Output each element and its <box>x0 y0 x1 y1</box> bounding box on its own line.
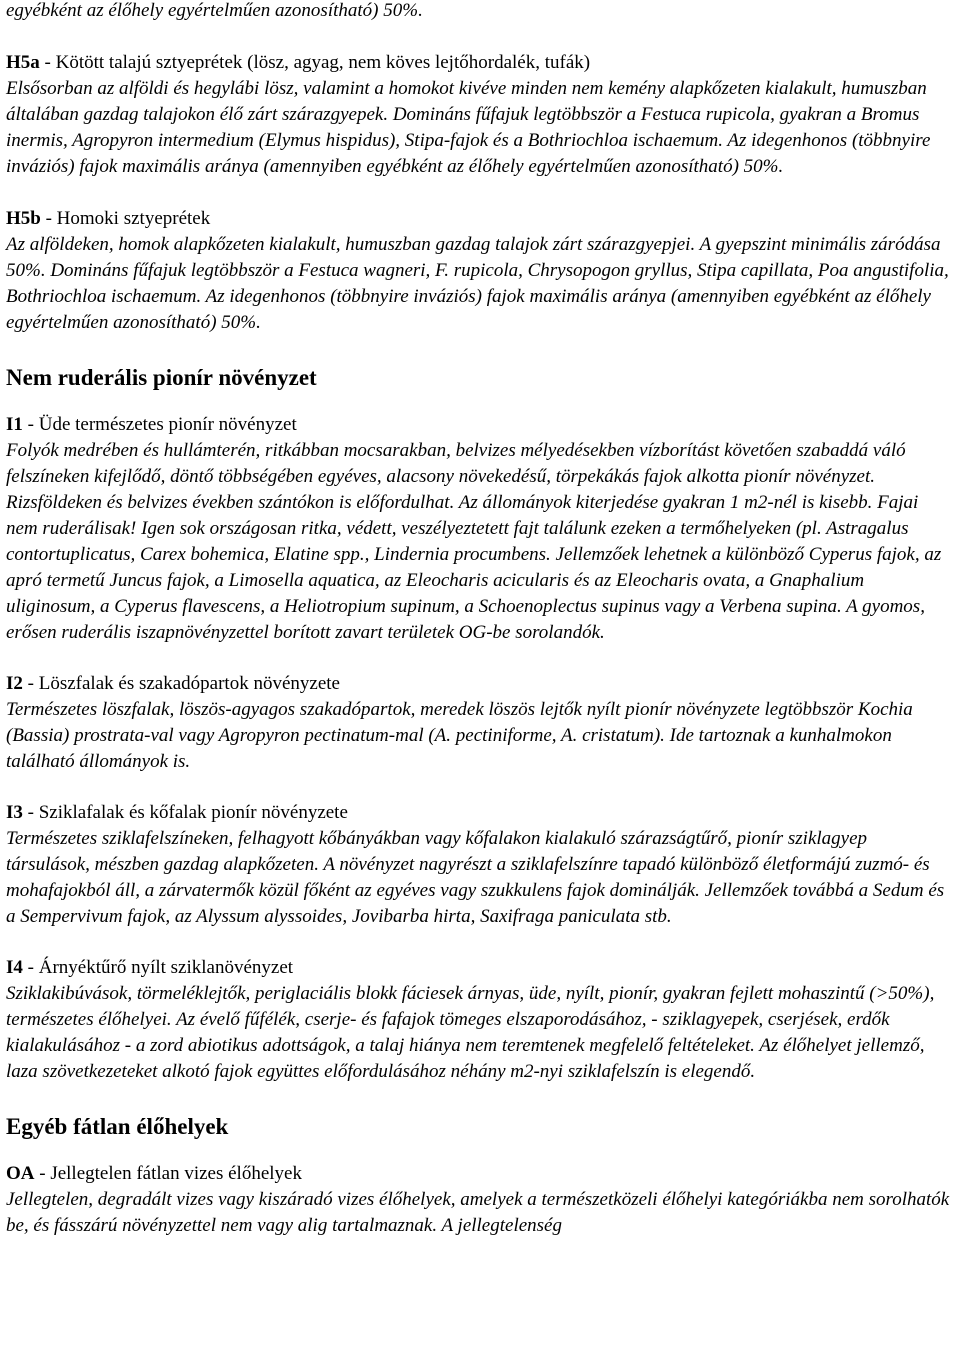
entry-title <box>6 955 954 981</box>
entry-code: H5a <box>6 52 40 73</box>
entry-body: Az alföldeken, homok alapkőzeten kialakult, humuszban gazdag talajok zárt szárazgyepjei. A gyepszint minimális záródása 50%. Domináns fűfajuk legtöbbször a Festuca wagneri, F. rupicola, Chrysopogon gryllus, Stipa capillata, Poa angustifolia, Bothriochloa ischaemum. Az idegenhonos (többnyire inváziós) fajok maximális aránya (amennyiben egyébként az élőhely egyértelműen azonosítható) 50%. <box>6 234 949 333</box>
entry-i3 <box>6 800 954 930</box>
entry-title-text: - Löszfalak és szakadópartok növényzete <box>22 673 340 694</box>
entry-h5a <box>6 50 954 180</box>
section-heading: Egyéb fátlan élőhelyek <box>6 1114 229 1139</box>
entry-i1 <box>6 412 954 646</box>
entry-title <box>6 412 954 438</box>
entry-title <box>6 1161 954 1187</box>
paragraph-tail: egyébként az élőhely egyértelműen azonosítható) 50%. <box>6 0 423 21</box>
entry-title-text: - Homoki sztyeprétek <box>40 208 211 229</box>
entry-title <box>6 800 954 826</box>
entry-title <box>6 206 954 232</box>
entry-code: OA <box>6 1163 35 1184</box>
entry-i4 <box>6 955 954 1085</box>
entry-title-text: - Jellegtelen fátlan vizes élőhelyek <box>34 1163 302 1184</box>
entry-body: Elsősorban az alföldi és hegylábi lösz, valamint a homokot kivéve minden nem kemény alapkőzeten kialakult, humuszban általában gazdag talajokon élő zárt szárazgyepek. Domináns fűfajuk legtöbbször a Festuca rupicola, gyakran a Bromus inermis, Agropyron intermedium (Elymus hispidus), Stipa-fajok és a Bothriochloa ischaemum. Az idegenhonos (többnyire inváziós) fajok maximális aránya (amennyiben egyébként az élőhely egyértelműen azonosítható) 50%. <box>6 78 931 177</box>
entry-code: I1 <box>6 414 23 435</box>
entry-i2 <box>6 671 954 775</box>
entry-code: I2 <box>6 673 23 694</box>
entry-title-text: - Árnyéktűrő nyílt sziklanövényzet <box>22 957 294 978</box>
entry-title-text: - Sziklafalak és kőfalak pionír növényzete <box>22 802 348 823</box>
entry-title <box>6 671 954 697</box>
entry-title-text: - Kötött talajú sztyeprétek (lösz, agyag, nem köves lejtőhordalék, tufák) <box>39 52 591 73</box>
entry-code: I4 <box>6 957 23 978</box>
entry-oa <box>6 1161 954 1239</box>
entry-title-text: - Üde természetes pionír növényzet <box>22 414 297 435</box>
entry-body: Sziklakibúvások, törmeléklejtők, periglaciális blokk fáciesek árnyas, üde, nyílt, pionír, gyakran fejlett mohaszintű (>50%), természetes élőhelyei. Az évelő fűfélék, cserje- és fafajok tömeges elszaporodásához, - sziklagyepek, cserjések, erdők kialakulásához - a zord abiotikus adottságok, a talaj hiánya nem teremtenek megfelelő feltételeket. Az élőhelyet jellemző, laza szövetkezeteket alkotó fajok együttes előfordulásához néhány m2-nyi sziklafelszín is elegendő. <box>6 983 935 1082</box>
section-heading: Nem ruderális pionír növényzet <box>6 365 317 390</box>
entry-body: Folyók medrében és hullámterén, ritkábban mocsarakban, belvizes mélyedésekben vízborítást követően szabaddá váló felszíneken kifejlődő, döntő többségében egyéves, alacsony növekedésű, törpekákás fajok alkotta pionír növényzet. Rizsföldeken és belvizes években szántókon is előfordulhat. Az állományok kiterjedése gyakran 1 m2-nél is kisebb. Fajai nem ruderálisak! Igen sok országosan ritka, védett, veszélyeztetett fajt találunk ezeken a termőhelyeken (pl. Astragalus contortuplicatus, Carex bohemica, Elatine spp., Lindernia procumbens. Jellemzőek lehetnek a különböző Cyperus fajok, az apró termetű Juncus fajok, a Limosella aquatica, az Eleocharis acicularis és az Eleocharis ovata, a Gnaphalium uliginosum, a Cyperus flavescens, a Heliotropium supinum, a Schoenoplectus supinus vagy a Verbena supina. A gyomos, erősen ruderális iszapnövényzettel borított zavart területek OG-be sorolandók. <box>6 440 942 643</box>
entry-h5b <box>6 206 954 336</box>
entry-title <box>6 50 954 76</box>
entry-body: Természetes löszfalak, löszös-agyagos szakadópartok, meredek löszös lejtők nyílt pionír növényzete legtöbbször Kochia (Bassia) prostrata-val vagy Agropyron pectinatum-mal (A. pectiniforme, A. cristatum). Ide tartoznak a kunhalmokon található állományok is. <box>6 699 913 772</box>
entry-code: I3 <box>6 802 23 823</box>
entry-code: H5b <box>6 208 41 229</box>
entry-body: Természetes sziklafelszíneken, felhagyott kőbányákban vagy kőfalakon kialakuló szárazságtűrő, pionír sziklagyep társulások, mészben gazdag alapkőzeten. A növényzet nagyrészt a sziklafelszínre tapadó különböző életformájú zuzmó- és mohafajokból áll, a zárvatermők közül főként az egyéves vagy szukkulens fajok dominálják. Jellemzőek továbbá a Sedum és a Sempervivum fajok, az Alyssum alyssoides, Jovibarba hirta, Saxifraga paniculata stb. <box>6 828 945 927</box>
entry-body: Jellegtelen, degradált vizes vagy kiszáradó vizes élőhelyek, amelyek a természetközeli élőhelyi kategóriákba nem sorolhatók be, és fásszárú növényzettel nem vagy alig tartalmaznak. A jellegtelenség <box>6 1189 950 1236</box>
